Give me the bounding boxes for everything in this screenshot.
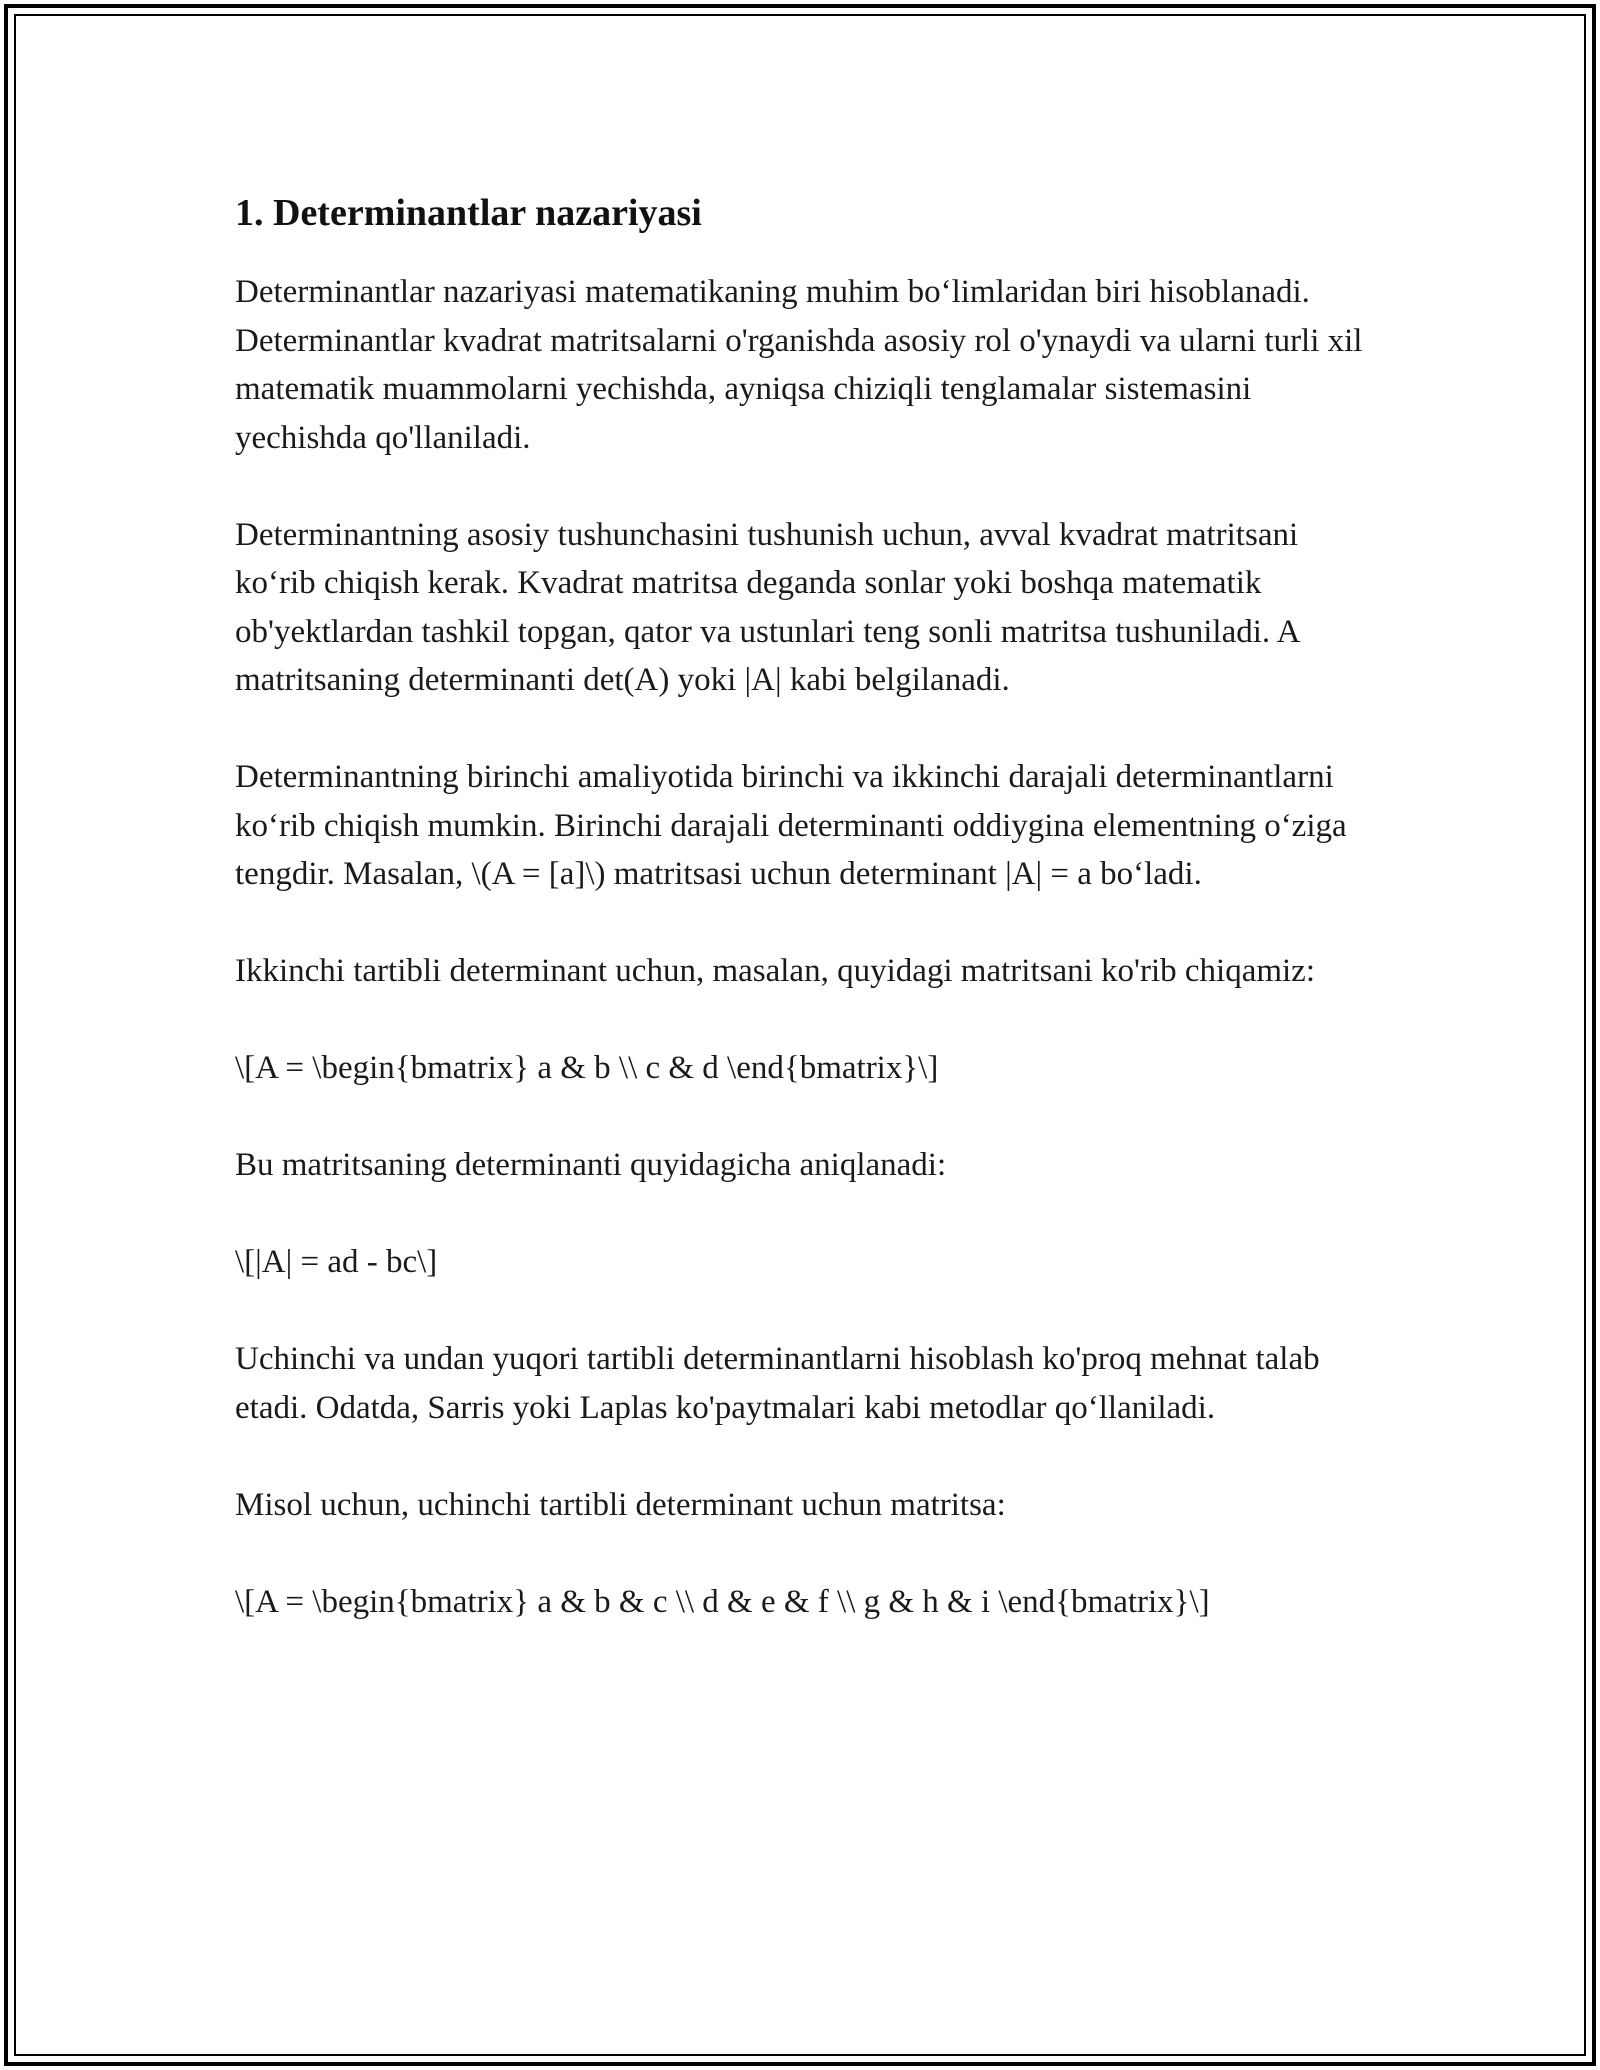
paragraph-second-order: Ikkinchi tartibli determinant uchun, masalan, quyidagi matritsani ko'rib chiqamiz: — [235, 953, 1315, 989]
paragraph-determinant-defined: Bu matritsaning determinanti quyidagicha aniqlanadi: — [235, 1147, 947, 1183]
paragraph-higher-order: Uchinchi va undan yuqori tartibli determinantlarni hisoblash ko'proq mehnat talab etadi. Odatda, Sarris yoki Laplas ko'paytmalari kabi metodlar qo‘llaniladi. — [235, 1341, 1320, 1426]
formula-matrix-3x3: \[A = \begin{bmatrix} a & b & c \\ d & e & f \\ g & h & i \end{bmatrix}\] — [235, 1583, 1210, 1620]
formula-determinant-2x2: \[|A| = ad - bc\] — [235, 1244, 438, 1280]
formula-matrix-2x2: \[A = \begin{bmatrix} a & b \\ c & d \end{bmatrix}\] — [235, 1050, 939, 1086]
document-body — [235, 188, 1365, 1675]
paragraph-first-order: Determinantning birinchi amaliyotida birinchi va ikkinchi darajali determinantlarni ko‘rib chiqish mumkin. Birinchi darajali determinanti oddiygina elementning o‘ziga tengdir. Masalan, \(A = [a]\) matritsasi uchun determinant |A| = a bo‘ladi. — [235, 759, 1347, 892]
paragraph-third-order-example: Misol uchun, uchinchi tartibli determinant uchun matritsa: — [235, 1486, 1006, 1523]
paragraph-intro: Determinantlar nazariyasi matematikaning muhim bo‘limlaridan biri hisoblanadi. Determinantlar kvadrat matritsalarni o'rganishda asosiy rol o'ynaydi va ularni turli xil matematik muammolarni yechishda, ayniqsa chiziqli tenglamalar sistemasini yechishda qo'llaniladi. — [235, 274, 1363, 456]
section-heading: 1. Determinantlar nazariyasi — [235, 192, 702, 234]
paragraph-square-matrix: Determinantning asosiy tushunchasini tushunish uchun, avval kvadrat matritsani ko‘rib chiqish kerak. Kvadrat matritsa deganda sonlar yoki boshqa matematik ob'yektlardan tashkil topgan, qator va ustunlari teng sonli matritsa tushuniladi. A matritsaning determinanti det(A) yoki |A| kabi belgilanadi. — [235, 516, 1299, 698]
